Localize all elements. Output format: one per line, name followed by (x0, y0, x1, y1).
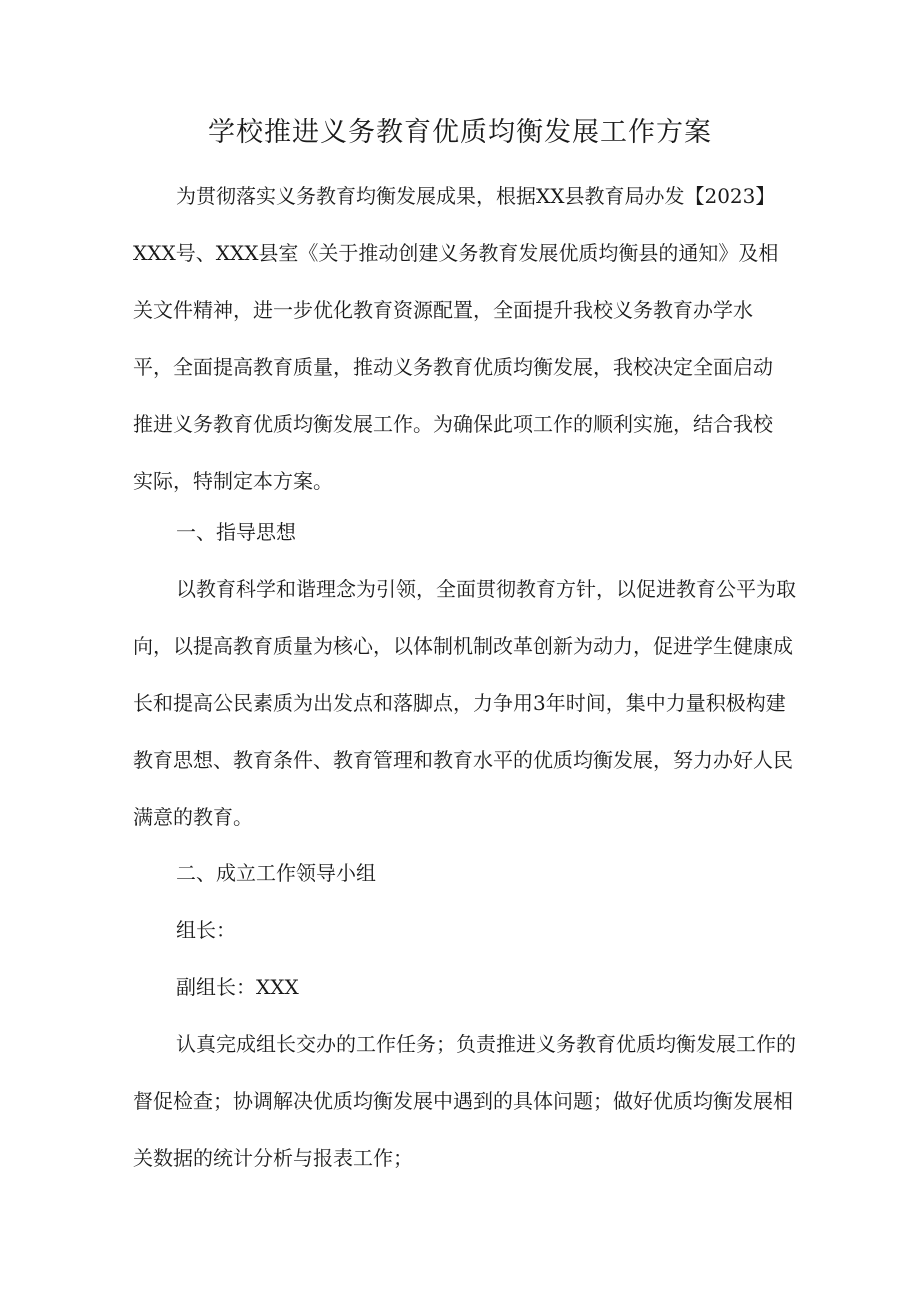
intro-line: 关文件精神，进一步优化教育资源配置，全面提升我校义务教育办学水 (133, 298, 753, 322)
section1-line: 教育思想、教育条件、教育管理和教育水平的优质均衡发展，努力办好人民 (133, 748, 793, 772)
deputy-leader-line: 副组长：XXX (176, 975, 299, 999)
section1-line: 满意的教育。 (133, 805, 253, 829)
intro-line: 实际，特制定本方案。 (133, 469, 333, 493)
section1-line: 向，以提高教育质量为核心，以体制机制改革创新为动力，促进学生健康成 (133, 634, 793, 658)
intro-line: XXX号、XXX县室《关于推动创建义务教育发展优质均衡县的通知》及相 (133, 241, 779, 265)
duty-line: 认真完成组长交办的工作任务；负责推进义务教育优质均衡发展工作的 (176, 1032, 796, 1056)
duty-line: 督促检查；协调解决优质均衡发展中遇到的具体问题；做好优质均衡发展相 (133, 1089, 793, 1113)
intro-line: 平，全面提高教育质量，推动义务教育优质均衡发展，我校决定全面启动 (133, 355, 773, 379)
intro-line: 推进义务教育优质均衡发展工作。为确保此项工作的顺利实施，结合我校 (133, 412, 773, 436)
document-title: 学校推进义务教育优质均衡发展工作方案 (208, 117, 712, 148)
intro-line: 为贯彻落实义务教育均衡发展成果，根据XX县教育局办发【2023】 (176, 184, 776, 208)
duty-line: 关数据的统计分析与报表工作； (133, 1146, 413, 1170)
section-heading: 二、成立工作领导小组 (176, 861, 376, 885)
section-heading: 一、指导思想 (176, 520, 296, 544)
leader-line: 组长： (176, 918, 236, 942)
section1-line: 以教育科学和谐理念为引领，全面贯彻教育方针，以促进教育公平为取 (176, 577, 796, 601)
section1-line: 长和提高公民素质为出发点和落脚点，力争用3年时间，集中力量积极构建 (133, 691, 786, 715)
